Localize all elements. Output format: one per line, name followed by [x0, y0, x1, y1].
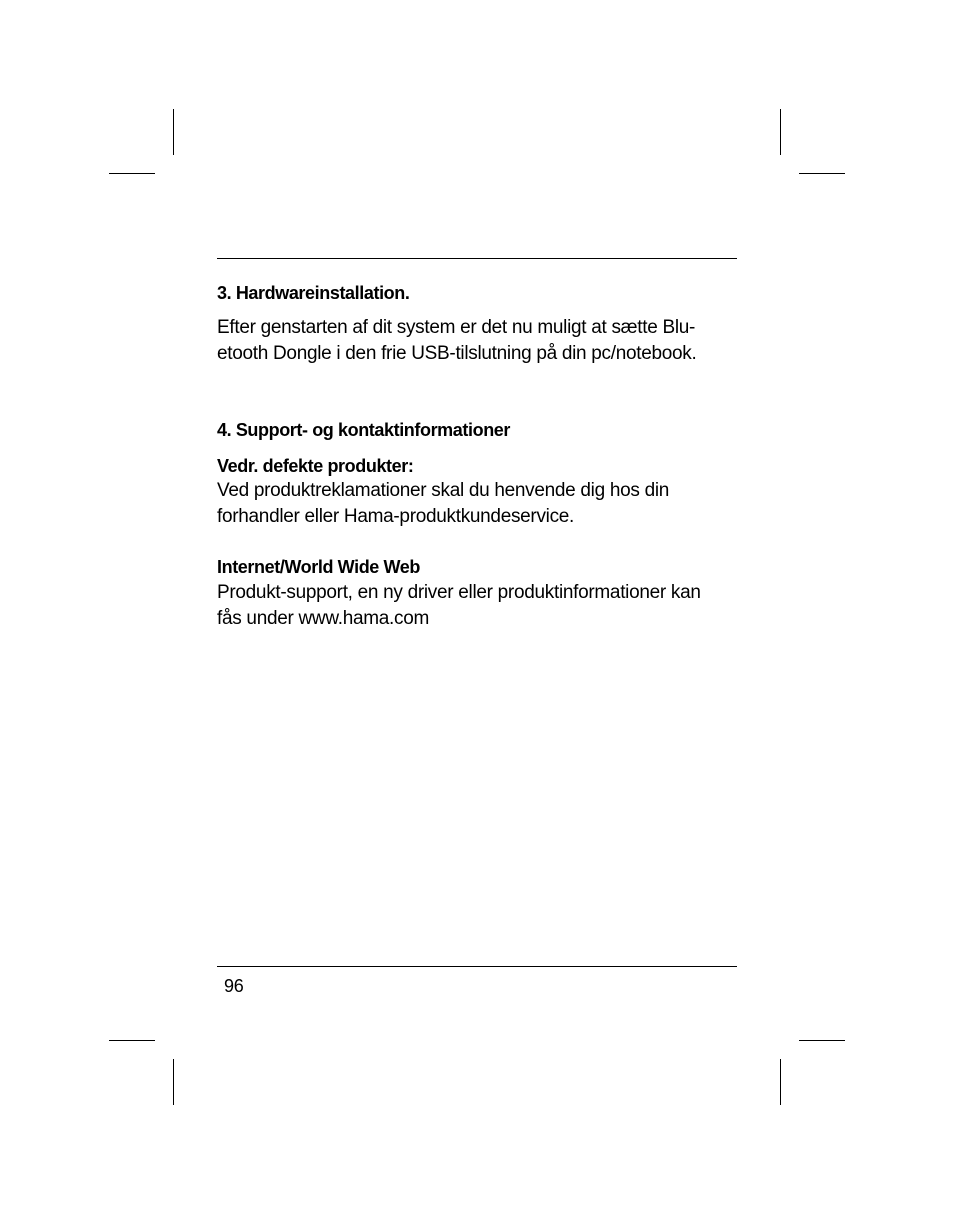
crop-mark-bottom-right-vertical	[780, 1059, 781, 1105]
paragraph-line: Produkt-support, en ny driver eller produktinformationer kan	[217, 582, 701, 603]
paragraph-line: Efter genstarten af dit system er det nu muligt at sætte Blu-	[217, 317, 696, 338]
header-rule	[217, 258, 737, 259]
page-number: 96	[224, 976, 244, 996]
crop-mark-top-left-horizontal	[109, 173, 155, 174]
crop-mark-top-right-horizontal	[799, 173, 845, 174]
subheading-internet: Internet/World Wide Web	[217, 557, 420, 577]
crop-mark-bottom-left-horizontal	[109, 1040, 155, 1041]
section-heading-support-contact: 4. Support- og kontaktinformationer	[217, 420, 511, 440]
internet-paragraph	[217, 580, 737, 632]
crop-mark-top-right-vertical	[780, 109, 781, 155]
section-heading-hardware-installation: 3. Hardwareinstallation.	[217, 283, 410, 303]
paragraph-line: etooth Dongle i den frie USB-tilslutning på din pc/notebook.	[217, 343, 697, 364]
hardware-installation-paragraph	[217, 315, 737, 367]
paragraph-line: forhandler eller Hama-produktkundeservice.	[217, 506, 575, 527]
defective-products-paragraph	[217, 478, 737, 530]
subheading-defective-products: Vedr. defekte produkter:	[217, 456, 414, 476]
crop-mark-top-left-vertical	[173, 109, 174, 155]
paragraph-line: fås under www.hama.com	[217, 608, 429, 629]
footer-rule	[217, 966, 737, 967]
crop-mark-bottom-left-vertical	[173, 1059, 174, 1105]
crop-mark-bottom-right-horizontal	[799, 1040, 845, 1041]
paragraph-line: Ved produktreklamationer skal du henvende dig hos din	[217, 480, 670, 501]
